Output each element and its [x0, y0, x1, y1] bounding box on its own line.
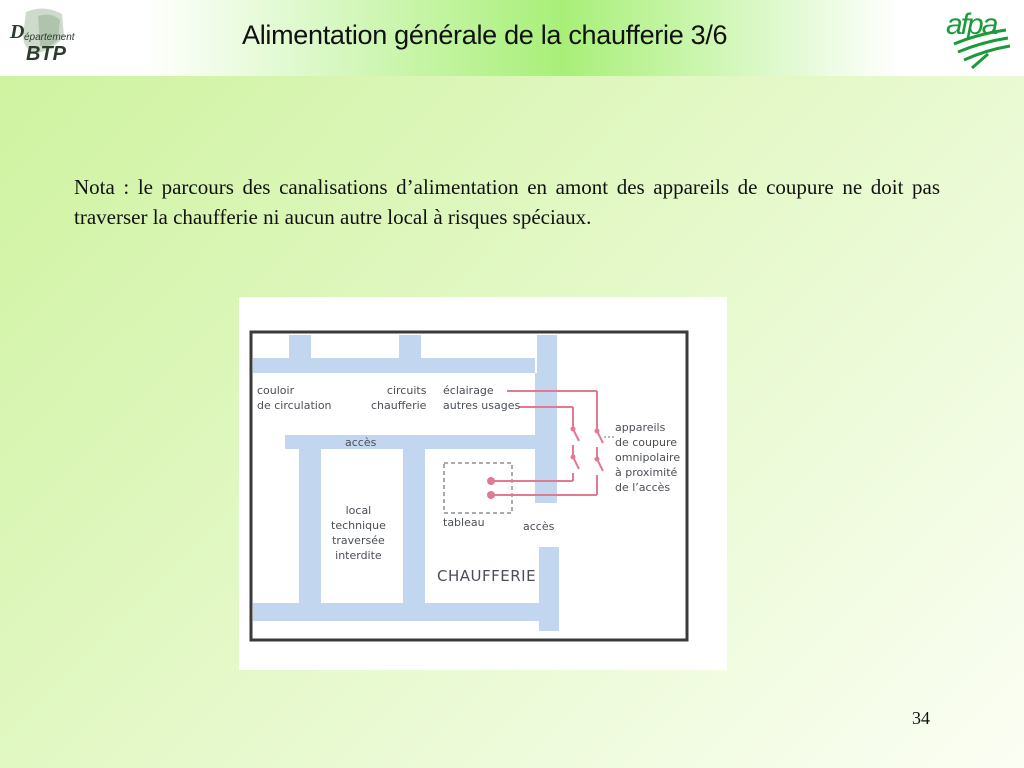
label-chaufferie: CHAUFFERIE	[437, 567, 537, 585]
label-local-technique: local technique traversée interdite	[331, 504, 386, 562]
header-band	[0, 0, 1024, 76]
svg-text:épartement: épartement	[24, 32, 75, 43]
label-acces-left: accès	[345, 436, 377, 449]
electrical-diagram	[239, 297, 727, 670]
label-couloir: couloir de circulation	[257, 384, 332, 412]
label-tableau: tableau	[443, 516, 485, 529]
label-circuits-chaufferie: circuits chaufferie	[371, 384, 427, 412]
label-eclairage: éclairage autres usages	[443, 384, 521, 412]
svg-text:BTP: BTP	[26, 43, 66, 65]
departement-btp-logo-icon	[4, 6, 84, 70]
svg-text:D: D	[10, 21, 25, 43]
page-number: 34	[912, 708, 930, 728]
page-title: Alimentation générale de la chaufferie 3/6	[242, 20, 728, 50]
label-acces-right: accès	[523, 520, 555, 533]
tableau-box	[444, 463, 512, 513]
afpa-logo-icon	[944, 4, 1016, 70]
label-appareils-coupure: appareils de coupure omnipolaire à proximité de l’accès	[615, 421, 681, 494]
svg-text:afpa: afpa	[946, 8, 997, 41]
note-paragraph: Nota : le parcours des canalisations d’alimentation en amont des appareils de coupure ne doit pas traverser la chaufferie ni aucun autre local à risques spéciaux.	[74, 175, 940, 229]
corridor-walls	[253, 335, 559, 631]
